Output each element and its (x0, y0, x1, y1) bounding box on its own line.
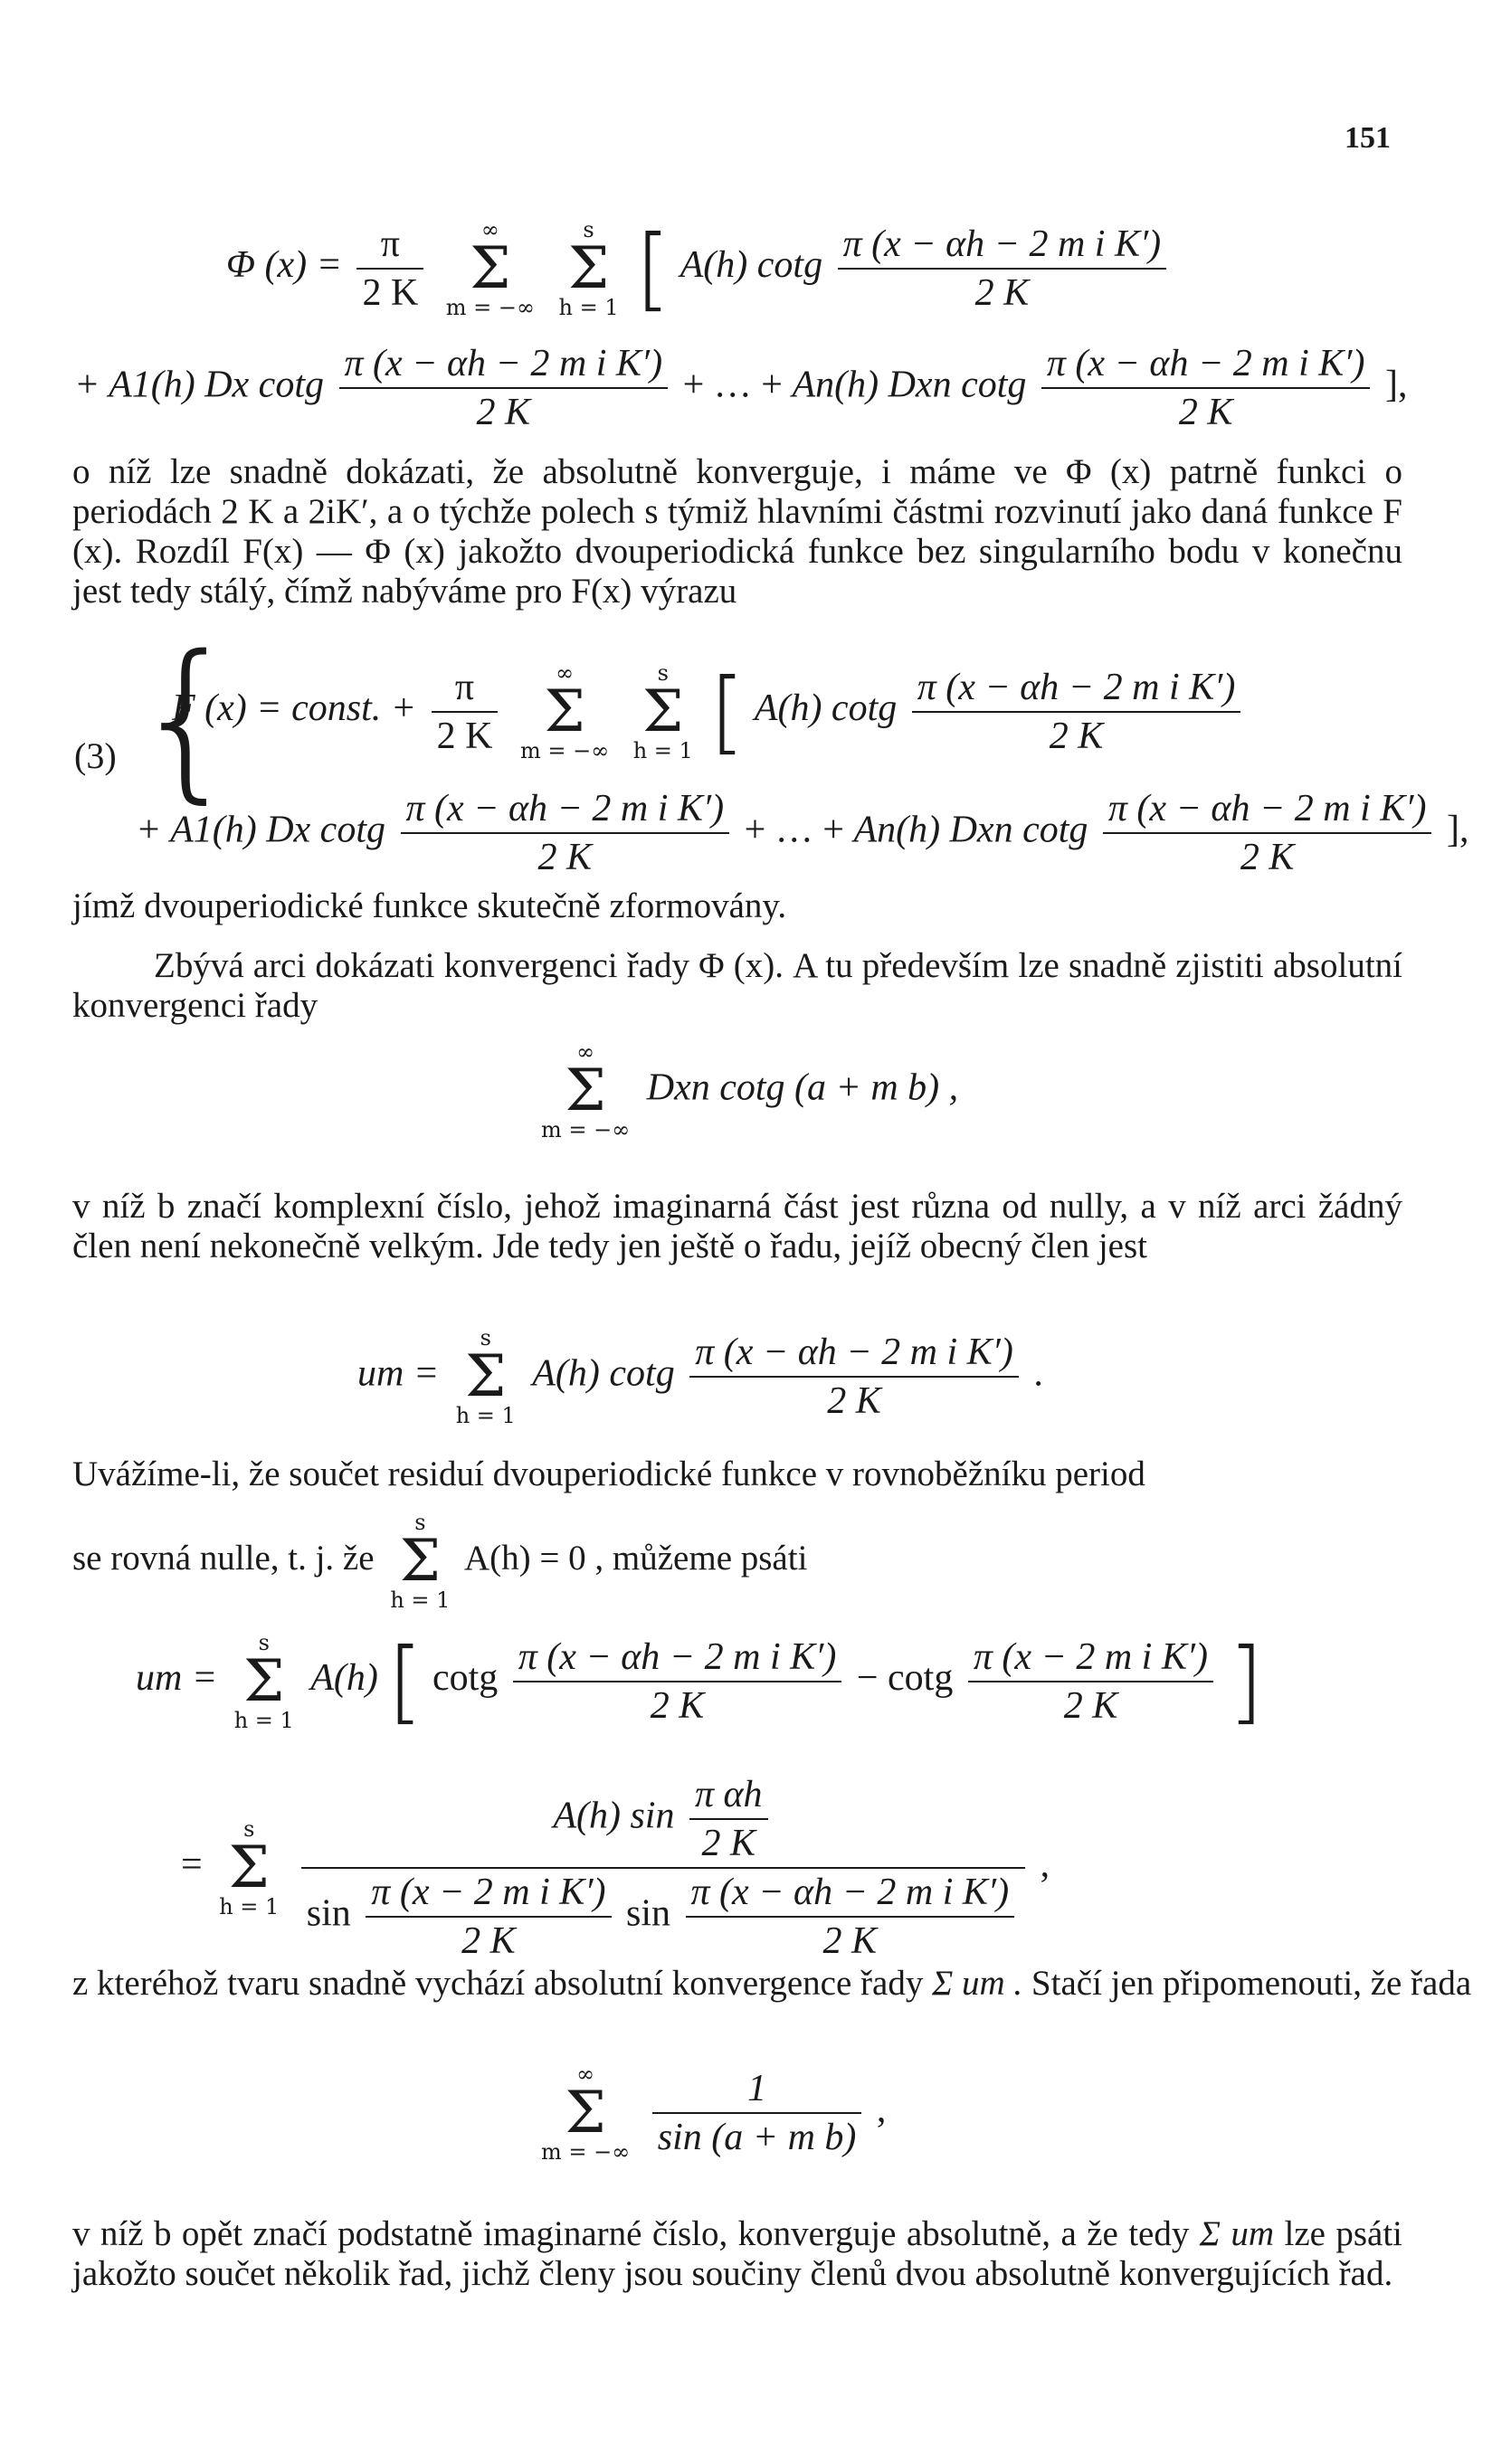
um3-sum: s Σ h = 1 (219, 1816, 280, 1919)
eq1-term1: A(h) cotg (679, 244, 823, 287)
equation-3-line1: F (x) = const. + $\frac{\pi}{2 K}$ ∞ Σ m = −∞ s Σ h = 1 [ A(h) cotg $\frac{\text{π (x − αh − 2 m i K′)}}{2 K}$ (172, 659, 1246, 764)
equation-phi-line2 (74, 342, 1407, 434)
um-arg: $\frac{\text{π (x − αh − 2 m i K′)}}{2 K}$ (689, 1331, 1019, 1423)
paragraph-7: z kteréhož tvaru snadně vychází absolutní konvergence řady (72, 1964, 924, 2003)
um2-minus: − cotg (856, 1657, 954, 1700)
eq3-coef: $\frac{\pi}{2 K}$ (432, 666, 499, 758)
paragraph-7b: Stačí jen připomenouti, že řada (1031, 1964, 1472, 2003)
eq3-end: ], (1446, 809, 1469, 851)
eq1-lhs: Φ (x) = (226, 244, 342, 287)
paragraph-2: jímž dvouperiodické funkce skutečně zformovány. (72, 886, 787, 925)
paragraph-6a: se rovná nulle, t. j. že (72, 1538, 375, 1578)
page-number: 151 (1345, 121, 1391, 155)
eq1-arg: $\frac{\text{π (x − αh − 2 m i K′)}}{2 K}$ (838, 223, 1167, 315)
eq1-line2-term-n: An(h) Dxn cotg (792, 364, 1027, 406)
eq3-line2-arg-n: $\frac{\text{π (x − αh − 2 m i K′)}}{2 K}$ (1103, 787, 1432, 879)
paragraph-4: v níž b značí komplexní číslo, jehož imaginarná část jest různa od nully, a v níž arci žádný člen není nekonečně velkým. Jde tedy jen ještě o řadu, jejíž obecný člen jest (72, 1187, 1402, 1265)
um2-sum: s Σ h = 1 (233, 1629, 294, 1733)
um3-num-a: A(h) sin (553, 1795, 675, 1837)
eq3-lhs: F (x) = const. + (172, 687, 417, 730)
eq3-arg: $\frac{\text{π (x − αh − 2 m i K′)}}{2 K}$ (912, 666, 1241, 758)
line-absolute-convergence (72, 1963, 1471, 2004)
equation-um (357, 1326, 1043, 1427)
um2-arg2: $\frac{\text{π (x − 2 m i K′)}}{2 K}$ (968, 1635, 1213, 1728)
um3-end: , (1040, 1843, 1050, 1886)
eq1-end: ], (1384, 364, 1408, 406)
inline-sum-um: Σ um . (932, 1964, 1023, 2003)
um3-den-arg1: $\frac{\text{π (x − 2 m i K′)}}{2 K}$ (366, 1871, 611, 1963)
um3-fraction (301, 1773, 1025, 1963)
um-lhs: um = (357, 1352, 440, 1395)
last-sum: ∞ Σ m = −∞ (541, 2061, 631, 2165)
um3-num-arg: $\frac{\text{π αh}}{2 K}$ (689, 1773, 768, 1865)
eq3-line2-arg: $\frac{\text{π (x − αh − 2 m i K′)}}{2 K}$ (401, 787, 730, 879)
last-end: , (876, 2089, 887, 2131)
line-residue-sum (72, 1511, 807, 1612)
paragraph-8: v níž b opět značí podstatně imaginarné číslo, konverguje absolutně, a že tedy Σ um lze psáti jakožto součet několik řad, jichž členy jsou součiny členů dvou absolutně konvergujících řad. (72, 2214, 1403, 2293)
equation-um2: um = s Σ h = 1 A(h) [ cotg $\frac{\text{π (x − αh − 2 m i K′)}}{2 K}$ − cotg $\frac{\text{π (x − 2 m i K′)}}{2 K}$ ] (136, 1628, 1264, 1734)
um2-cotg1: cotg (432, 1657, 499, 1700)
um3-eq: = (181, 1843, 203, 1886)
eq3-term1: A(h) cotg (754, 687, 898, 730)
eq3-dots: + … + (744, 809, 844, 851)
equation-series-d (534, 1040, 958, 1142)
eq3-line2-start: + A1(h) Dx cotg (136, 809, 385, 851)
eq1-line2-start: + A1(h) Dx cotg (74, 364, 324, 406)
um-end: . (1033, 1352, 1043, 1395)
series-term: Dxn cotg (a + m b) , (646, 1066, 959, 1109)
paragraph-1: o níž lze snadně dokázati, že absolutně konverguje, i máme ve Φ (x) patrně funkci o periodách 2 K a 2iK′, a o týchže polech s týmiž hlavními částmi rozvinutí jako daná funkce F (x). Rozdíl F(x) — Φ (x) jakožto dvouperiodická funkce bez singularního bodu v konečnu jest tedy stálý, čímž nabýváme pro F(x) výrazu (72, 452, 1402, 611)
equation-label-3: (3) (74, 735, 117, 776)
um-sum: s Σ h = 1 (455, 1325, 516, 1428)
eq1-coef: $\frac{\pi}{2 K}$ (356, 223, 423, 315)
um2-term: A(h) (310, 1657, 378, 1700)
equation-last (534, 2062, 886, 2164)
eq1-sum-h: s Σ h = 1 (558, 216, 619, 320)
eq3-sum-h: s Σ h = 1 (632, 659, 693, 763)
eq3-sum-m: ∞ Σ m = −∞ (519, 659, 610, 763)
eq1-sum-m: ∞ Σ m = −∞ (445, 216, 536, 320)
inline-sum-um-2: Σ um (1199, 2214, 1275, 2253)
series-sum: ∞ Σ m = −∞ (541, 1039, 631, 1142)
equation-3-brace: { (132, 619, 242, 819)
equation-3-line2 (136, 787, 1468, 879)
eq1-line2-arg-n: $\frac{\text{π (x − αh − 2 m i K′)}}{2 K}$ (1041, 342, 1371, 434)
eq1-line2-arg: $\frac{\text{π (x − αh − 2 m i K′)}}{2 K}$ (339, 342, 669, 434)
um3-den-arg2: $\frac{\text{π (x − αh − 2 m i K′)}}{2 K}$ (686, 1871, 1015, 1963)
paragraph-3: Zbývá arci dokázati konvergenci řady Φ (x). A tu především lze snadně zjistiti absolutní konvergenci řady (72, 946, 1402, 1025)
um3-den-sin2: sin (626, 1892, 671, 1935)
residue-sum: s Σ h = 1 (390, 1510, 451, 1613)
um2-arg1: $\frac{\text{π (x − αh − 2 m i K′)}}{2 K}$ (513, 1635, 842, 1728)
um3-den-sin1: sin (306, 1892, 351, 1935)
equation-phi-line1: Φ (x) = $\frac{\pi}{2 K}$ ∞ Σ m = −∞ s Σ h = 1 [ A(h) cotg $\frac{\text{π (x − αh − 2 m i K′)}}{2 K}$ (226, 215, 1172, 321)
paragraph-5: Uvážíme-li, že součet residuí dvouperiodické funkce v rovnoběžníku period (72, 1455, 1145, 1493)
um2-lhs: um = (136, 1657, 218, 1700)
eq3-line2-term-n: An(h) Dxn cotg (853, 809, 1088, 851)
um-term: A(h) cotg (532, 1352, 675, 1395)
eq1-dots: + … + (682, 364, 783, 406)
paragraph-6b: A(h) = 0 , můžeme psáti (464, 1538, 808, 1578)
last-fraction: $\frac{1}{\text{sin (a + m b)}}$ (652, 2067, 862, 2159)
equation-um3 (181, 1773, 1050, 1963)
